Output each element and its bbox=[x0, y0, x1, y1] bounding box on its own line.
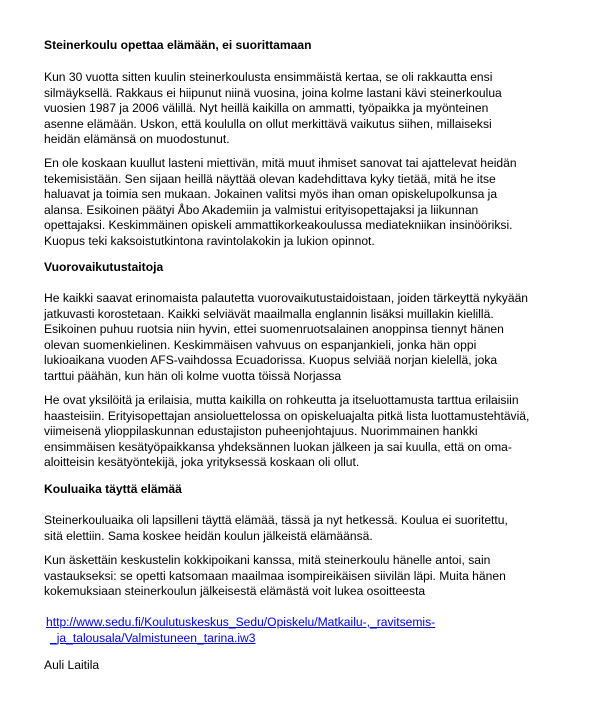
paragraph-line: jatkuvasti korostetaan. Kaikki selviävät maailmalla englannin lisäksi muillakin kielillä. bbox=[44, 306, 494, 321]
paragraph-line: vastaukseksi: se opetti katsomaan maailmaa isompireikäisen siivilän läpi. Muita hänen bbox=[44, 568, 506, 583]
article-link[interactable] bbox=[46, 615, 576, 646]
paragraph-5 bbox=[44, 513, 574, 544]
paragraph-line: silmäyksellä. Rakkaus ei hiipunut niinä vuosina, joina kolme lastani kävi steinerkoulua bbox=[44, 85, 502, 100]
paragraph-line: kokemuksiaan steinerkoulun jälkeisestä elämästä voit lukea osoitteesta bbox=[44, 584, 426, 598]
paragraph-line: viimeisenä ylioppilaskunnan edustajiston puheenjohtajuus. Nuorimmainen hankki bbox=[44, 424, 478, 438]
article-title: Steinerkoulu opettaa elämään, ei suorittamaan bbox=[44, 38, 312, 52]
paragraph-line: haluavat ja toimia sen mukaan. Jokainen valitsi myös ihan oman opiskelupolkunsa ja bbox=[44, 187, 498, 201]
paragraph-line: Steinerkouluaika oli lapsilleni täyttä elämää, tässä ja nyt hetkessä. Koulua ei suoritettu, bbox=[44, 513, 508, 527]
link-line[interactable]: _ja_talousala/Valmistuneen_tarina.iw3 bbox=[50, 630, 256, 645]
paragraph-3 bbox=[44, 291, 574, 384]
paragraph-line: He ovat yksilöitä ja erilaisia, mutta kaikilla on rohkeutta ja itseluottamusta tarttua erilaisiin bbox=[44, 393, 519, 407]
section-heading: Kouluaika täyttä elämää bbox=[44, 482, 182, 496]
paragraph-line: Kun äskettäin keskustelin kokkipoikani kanssa, mitä steinerkoulu hänelle antoi, sain bbox=[44, 553, 491, 567]
paragraph-line: En ole koskaan kuullut lasteni miettivän, mitä muut ihmiset sanovat tai ajattelevat heidän bbox=[44, 156, 517, 170]
paragraph-line: lukioaikana vuoden AFS-vaihdossa Ecuadorissa. Kuopus selviää norjan kielellä, joka bbox=[44, 353, 498, 367]
paragraph-line: Kun 30 vuotta sitten kuulin steinerkoulusta ensimmäistä kertaa, se oli rakkautta ensi bbox=[44, 70, 493, 84]
paragraph-line: vuosien 1987 ja 2006 välillä. Nyt heillä kaikilla on ammatti, työpaikka ja myönteinen bbox=[44, 101, 489, 115]
paragraph-line: alansa. Esikoinen päätyi Åbo Akademiin ja valmistui erityisopettajaksi ja liikunnan bbox=[44, 202, 479, 217]
paragraph-1 bbox=[44, 70, 574, 148]
paragraph-line: opettajaksi. Keskimmäinen opiskeli ammattikorkeakoulussa mediatekniikan insinööriksi. bbox=[44, 218, 513, 232]
section-heading-2 bbox=[44, 260, 574, 276]
paragraph-line: heidän elämänsä on muodostunut. bbox=[44, 132, 230, 146]
author-name: Auli Laitila bbox=[44, 658, 100, 672]
paragraph-line: haasteisiin. Erityisopettajan ansioluettelossa on opiskeluajalta pitkä lista luottamustehtäviä, bbox=[44, 408, 530, 423]
author-signature bbox=[44, 658, 574, 674]
paragraph-4 bbox=[44, 393, 574, 471]
paragraph-line: Esikoinen puhuu ruotsia niin hyvin, ettei suomenruotsalainen anoppinsa tiennyt hänen bbox=[44, 322, 504, 336]
paragraph-line: tekemisistään. Sen sijaan heillä näyttää olevan kadehdittava kyky tietää, mitä he itse bbox=[44, 171, 496, 186]
paragraph-line: ensimmäisen kesätyöpaikkansa yhdeksännen luokan jälkeen ja sai kuulla, että on oma- bbox=[44, 439, 512, 454]
paragraph-6 bbox=[44, 553, 574, 600]
section-heading: Vuorovaikutustaitoja bbox=[44, 260, 164, 274]
paragraph-line: sitä elettiin. Sama koskee heidän koulun jälkeistä elämäänsä. bbox=[44, 528, 373, 543]
paragraph-line: He kaikki saavat erinomaista palautetta vuorovaikutustaidoistaan, joiden tärkeyttä nykyään bbox=[44, 291, 529, 305]
paragraph-line: tarttui päähän, kun hän oli kolme vuotta töissä Norjassa bbox=[44, 368, 342, 383]
paragraph-line: asenne elämään. Uskon, että koululla on ollut merkittävä vaikutus siihen, millaiseksi bbox=[44, 116, 492, 131]
paragraph-line: aloitteisin kesätyöntekijä, joka yrityksessä koskaan oli ollut. bbox=[44, 455, 360, 469]
section-heading-3 bbox=[44, 482, 574, 498]
paragraph-line: olevan suomenkielinen. Keskimmäisen vahvuus on espanjankieli, jonka hän oppi bbox=[44, 337, 477, 352]
link-line[interactable]: http://www.sedu.fi/Koulutuskeskus_Sedu/Opiskelu/Matkailu-,_ravitsemis- bbox=[46, 615, 436, 629]
document-title bbox=[44, 38, 574, 54]
paragraph-line: Kuopus teki kaksoistutkintona ravintolakokin ja lukion opinnot. bbox=[44, 233, 375, 248]
paragraph-2 bbox=[44, 156, 574, 249]
